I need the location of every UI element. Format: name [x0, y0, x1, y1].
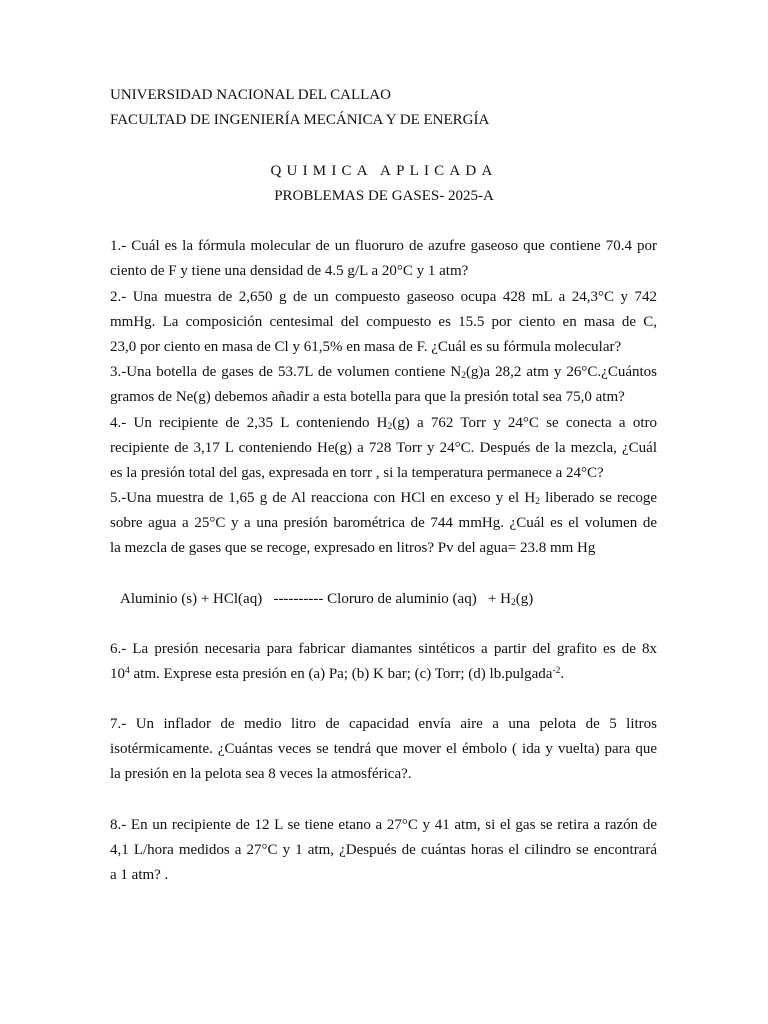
reaction-subscript: 2 — [510, 598, 516, 608]
problem-4-subscript: 2 — [387, 422, 393, 432]
problem-4-line-2: recipiente de 3,17 L conteniendo He(g) a 728 Torr y 24°C. Después de la mezcla, ¿Cuál — [110, 440, 657, 456]
university-name: UNIVERSIDAD NACIONAL DEL CALLAO — [110, 87, 391, 103]
problem-5-subscript: 2 — [535, 497, 540, 507]
reaction-text-a: Aluminio (s) + HCl(aq) ---------- Cloruro de aluminio (aq) + H — [120, 591, 511, 607]
problem-3-text-b: (g)a 28,2 atm y 26°C.¿Cuántos — [465, 364, 657, 380]
problem-2-line-2: mmHg. La composición centesimal del compuesto es 15.5 por ciento en masa de C, — [110, 314, 657, 330]
course-title: QUIMICA APLICADA — [270, 163, 498, 179]
problem-1-line-1: 1.- Cuál es la fórmula molecular de un fluoruro de azufre gaseoso que contiene 70.4 por — [110, 238, 657, 254]
problem-3-text-a: 3.-Una botella de gases de 53.7L de volumen contiene N — [110, 364, 462, 380]
problem-4-text-b: (g) a 762 Torr y 24°C se conecta a otro — [392, 415, 657, 431]
problem-5-text-b: liberado se recoge — [539, 490, 657, 506]
problem-7-line-3: la presión en la pelota sea 8 veces la atmosférica?. — [110, 766, 412, 782]
document-subtitle: PROBLEMAS DE GASES- 2025-A — [274, 188, 494, 204]
problem-6-text-a: 10 — [110, 666, 125, 682]
problem-8-line-3: a 1 atm? . — [110, 867, 169, 883]
problem-5-text-a: 5.-Una muestra de 1,65 g de Al reacciona con HCl en exceso y el H — [110, 490, 536, 506]
problem-5-line-1 — [110, 489, 657, 507]
problem-2-line-1: 2.- Una muestra de 2,650 g de un compuesto gaseoso ocupa 428 mL a 24,3°C y 742 — [110, 289, 657, 305]
reaction-equation — [120, 590, 533, 608]
problem-3-subscript: 2 — [461, 371, 466, 381]
problem-8-line-2: 4,1 L/hora medidos a 27°C y 1 atm, ¿Después de cuántas horas el cilindro se encontrará — [110, 842, 657, 858]
problem-4-line-3: es la presión total del gas, expresada en torr , si la temperatura permanece a 24°C? — [110, 465, 604, 481]
problem-8-line-1: 8.- En un recipiente de 12 L se tiene etano a 27°C y 41 atm, si el gas se retira a razón de — [110, 817, 657, 833]
problem-5-line-2: sobre agua a 25°C y a una presión barométrica de 744 mmHg. ¿Cuál es el volumen de — [110, 515, 657, 531]
problem-6-text-b: atm. Exprese esta presión en (a) Pa; (b) K bar; (c) Torr; (d) lb.pulgada — [129, 666, 553, 682]
problem-2-line-3: 23,0 por ciento en masa de Cl y 61,5% en masa de F. ¿Cuál es su fórmula molecular? — [110, 339, 622, 355]
problem-1-line-2: ciento de F y tiene una densidad de 4.5 g/L a 20°C y 1 atm? — [110, 263, 469, 279]
problem-3-line-2: gramos de Ne(g) debemos añadir a esta botella para que la presión total sea 75,0 atm? — [110, 389, 625, 405]
problem-6-text-c: . — [560, 666, 565, 682]
problem-5-line-3: la mezcla de gases que se recoge, expresado en litros? Pv del agua= 23.8 mm Hg — [110, 540, 596, 556]
problem-7-line-2: isotérmicamente. ¿Cuántas veces se tendrá que mover el émbolo ( ida y vuelta) para que — [110, 741, 657, 757]
problem-6-superscript-2: -2 — [552, 666, 561, 676]
faculty-name: FACULTAD DE INGENIERÍA MECÁNICA Y DE ENERGÍA — [110, 112, 490, 128]
problem-4-text-a: 4.- Un recipiente de 2,35 L conteniendo H — [110, 415, 388, 431]
problem-3-line-1 — [110, 363, 657, 381]
problem-4-line-1 — [110, 414, 657, 432]
problem-6-line-1: 6.- La presión necesaria para fabricar diamantes sintéticos a partir del grafito es de 8x — [110, 641, 657, 657]
problem-6-superscript: 4 — [125, 666, 130, 676]
reaction-text-b: (g) — [515, 591, 534, 607]
problem-7-line-1: 7.- Un inflador de medio litro de capacidad envía aire a una pelota de 5 litros — [110, 716, 657, 732]
problem-6-line-2 — [110, 665, 564, 683]
